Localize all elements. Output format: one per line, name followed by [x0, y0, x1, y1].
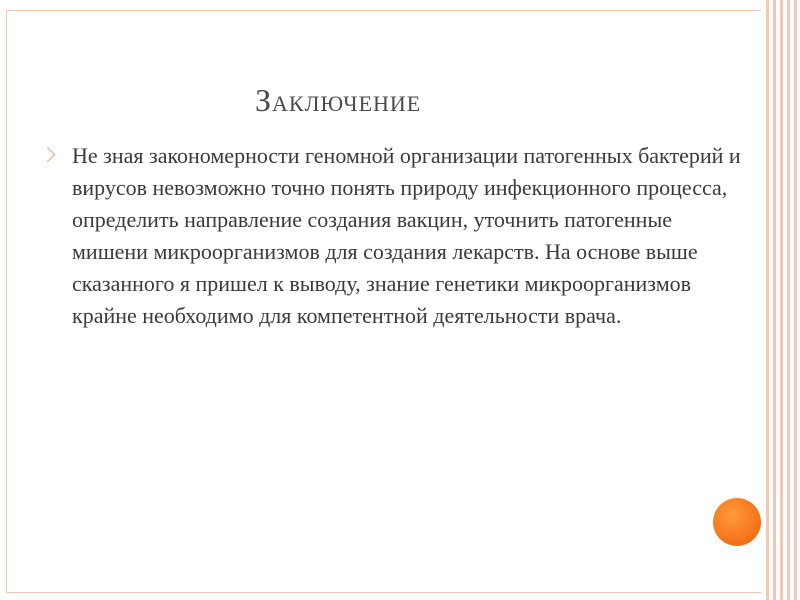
stripe-line [766, 0, 769, 600]
slide-title: Заключение [255, 82, 422, 118]
right-decorative-stripes [764, 0, 800, 600]
slide-content [42, 140, 742, 332]
bullet-item [42, 140, 742, 332]
stripe-line [780, 0, 783, 600]
stripe-line [773, 0, 776, 600]
stripe-line [787, 0, 790, 600]
orange-circle-decoration [713, 498, 761, 546]
bullet-text: Не зная закономерности геномной организации патогенных бактерий и вирусов невозможно точно понять природу инфекционного процесса, определить направление создания вакцин, уточнить патогенные мишени микроорганизмов для создания лекарств. На основе выше сказанного я пришел к выводу, знание генетики микроорганизмов крайне необходимо для компетентной деятельности врача. [72, 143, 741, 328]
stripe-line [794, 0, 797, 600]
chevron-bullet-icon [42, 149, 56, 163]
